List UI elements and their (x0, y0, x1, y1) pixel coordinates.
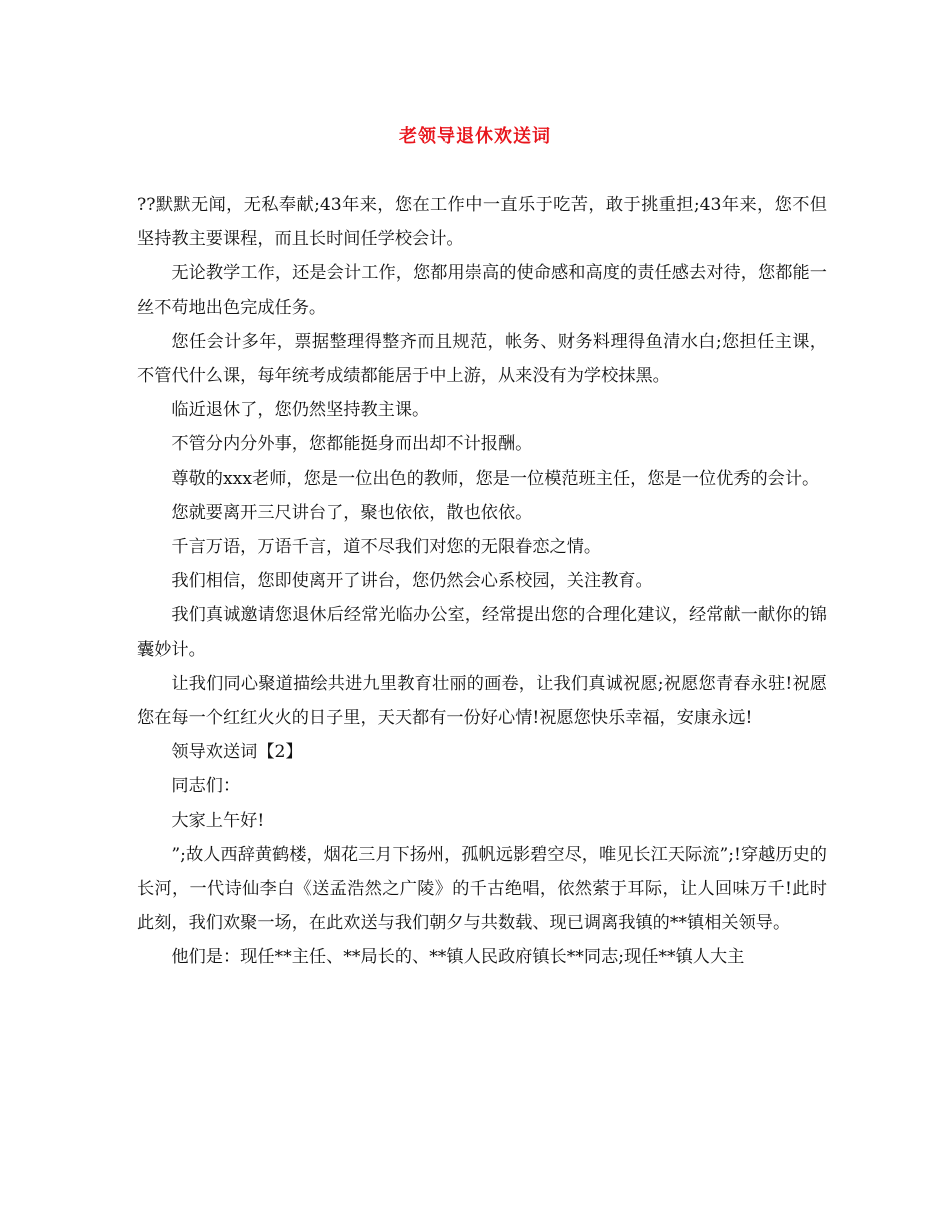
paragraph: 他们是：现任**主任、**局长的、**镇人民政府镇长**同志;现任**镇人大主 (171, 947, 745, 968)
paragraph: 临近退休了，您仍然坚持教主课。 (171, 400, 430, 421)
paragraph: 无论教学工作，还是会计工作，您都用崇高的使命感和高度的责任感去对待，您都能一丝不苟地出色完成任务。 (137, 263, 827, 318)
paragraph: 您任会计多年，票据整理得整齐而且规范，帐务、财务料理得鱼清水白;您担任主课，不管代什么课，每年统考成绩都能居于中上游，从来没有为学校抹黑。 (137, 331, 827, 387)
greeting: 大家上午好! (171, 810, 265, 831)
paragraph: ??默默无闻，无私奉献;43年来，您在工作中一直乐于吃苦，敢于挑重担;43年来，您不但坚持教主要课程，而且长时间任学校会计。 (137, 195, 827, 250)
paragraph: 尊敬的xxx老师，您是一位出色的教师，您是一位模范班主任，您是一位优秀的会计。 (171, 468, 820, 489)
paragraph: 让我们同心聚道描绘共进九里教育壮丽的画卷，让我们真诚祝愿;祝愿您青春永驻!祝愿您在每一个红红火火的日子里，天天都有一份好心情!祝愿您快乐幸福，安康永远! (137, 673, 827, 729)
paragraph: 千言万语，万语千言，道不尽我们对您的无限眷恋之情。 (171, 537, 602, 558)
section-heading: 领导欢送词【2】 (171, 742, 303, 763)
document-title: 老领导退休欢送词 (399, 126, 551, 147)
paragraph: 不管分内分外事，您都能挺身而出却不计报酬。 (171, 434, 533, 455)
paragraph: 我们相信，您即使离开了讲台，您仍然会心系校园，关注教育。 (171, 571, 653, 592)
paragraph: 我们真诚邀请您退休后经常光临办公室，经常提出您的合理化建议，经常献一献你的锦囊妙计。 (137, 605, 827, 660)
paragraph: ”;故人西辞黄鹤楼，烟花三月下扬州，孤帆远影碧空尽，唯见长江天际流”;!穿越历史的长河，一代诗仙李白《送孟浩然之广陵》的千古绝唱，依然萦于耳际，让人回味万千!此时此刻，我们欢聚一场，在此欢送与我们朝夕与共数载、现已调离我镇的**镇相关领导。 (137, 844, 827, 934)
salutation: 同志们： (171, 776, 241, 797)
document-body (137, 188, 827, 975)
paragraph: 您就要离开三尺讲台了，聚也依依，散也依依。 (171, 502, 533, 523)
